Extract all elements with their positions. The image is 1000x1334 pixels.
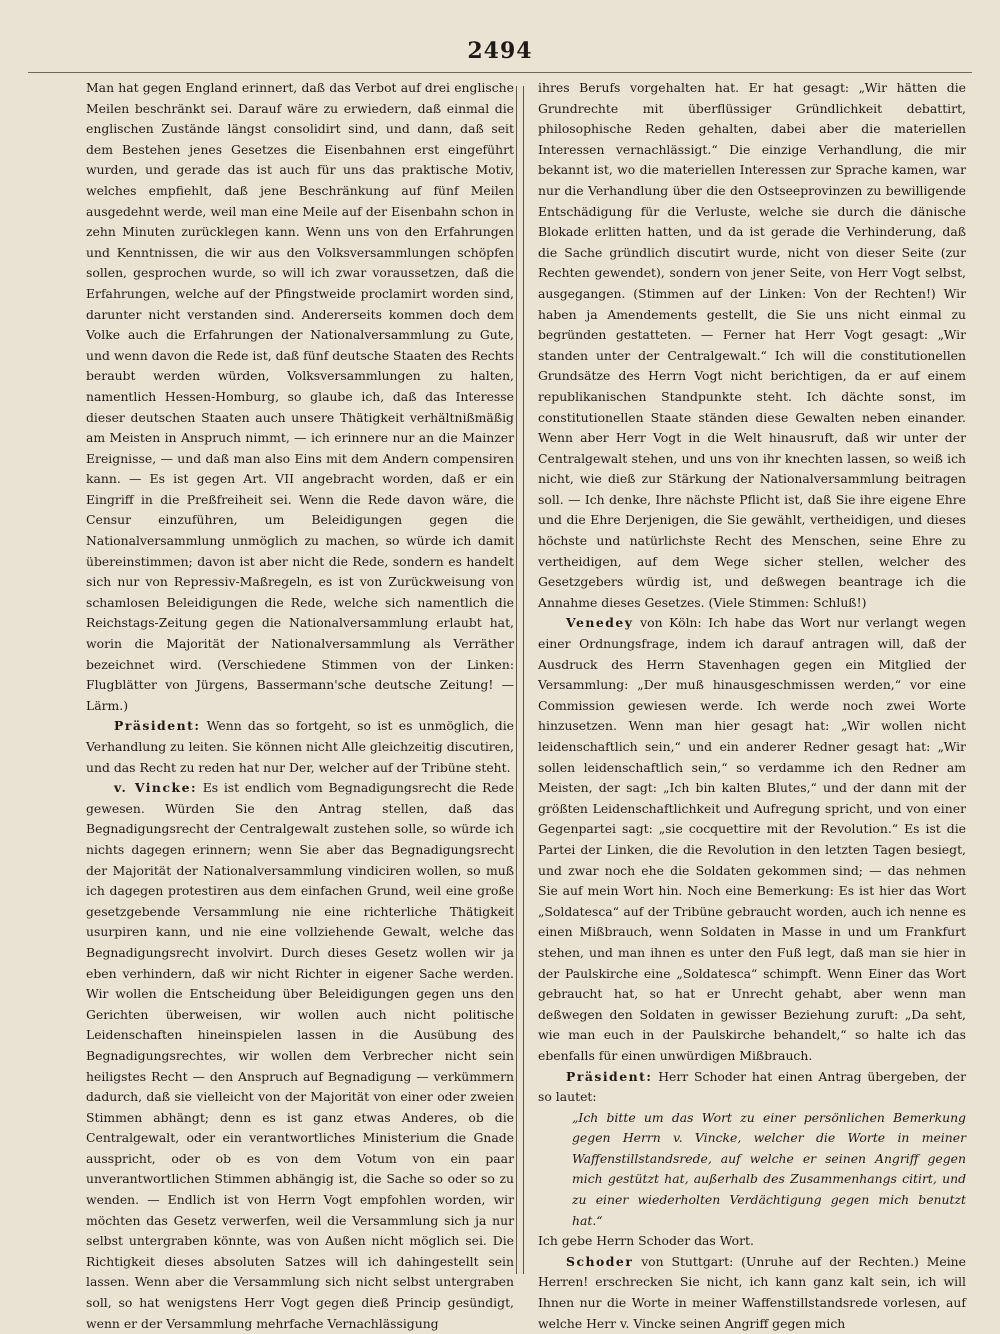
quoted-motion: „Ich bitte um das Wort zu einer persönlichen Bemerkung gegen Herrn v. Vincke, welcher die Worte in meiner Waffenstillstandsrede, auf welche er seinen Angriff gegen mich gestützt hat, außerhalb des Zusammenhangs citirt, und zu einer wiederholten Verdächtigung gegen mich benutzt hat.“ [572, 1109, 966, 1228]
paragraph [538, 613, 966, 1066]
paragraph [538, 1252, 966, 1334]
speaker-name: Schoder [566, 1253, 634, 1269]
paragraph [86, 78, 514, 716]
paragraph-text: Man hat gegen England erinnert, daß das Verbot auf drei englische Meilen beschränkt sei. Darauf wäre zu erwiedern, daß einmal die englischen Zustände längst consolidirt sind, und dann, daß seit dem Bestehen jenes Gesetzes die Eisenbahnen erst eingeführt wurden, und gerade das ist auch für uns das praktische Motiv, welches empfiehlt, daß jene Beschränkung auf fünf Meilen ausgedehnt werde, weil man eine Meile auf der Eisenbahn schon in zehn Minuten zurücklegen kann. Wenn uns von den Erfahrungen und Kenntnissen, die wir aus den Volksversammlungen schöpfen sollen, gesprochen wurde, so will ich zwar voraussetzen, daß die Erfahrungen, welche auf der Pfingstweide proclamirt worden sind, darunter nicht verstanden sind. Andererseits kommen doch dem Volke auch die Erfahrungen der Nationalversammlung zu Gute, und wenn davon die Rede ist, daß fünf deutsche Staaten des Rechts beraubt werden würden, Volksversammlungen zu halten, namentlich Hessen-Homburg, so glaube ich, daß das Interesse dieser deutschen Staaten auch unsere Thätigkeit verhältnißmäßig am Meisten in Anspruch nimmt, — ich erinnere nur an die Mainzer Ereignisse, — und daß man also Eins mit dem Andern compensiren kann. — Es ist gegen Art. VII angebracht worden, daß er ein Eingriff in die Preßfreiheit sei. Wenn die Rede davon wäre, die Censur einzuführen, um Beleidigungen gegen die Nationalversammlung unmöglich zu machen, so würde ich damit übereinstimmen; davon ist aber nicht die Rede, sondern es handelt sich nur von Repressiv-Maßregeln, es ist von Zurückweisung von schamlosen Beleidigungen die Rede, welche sich namentlich die Reichstags-Zeitung gegen die Nationalversammlung erlaubt hat, worin die Majorität der Nationalversammlung als Verräther bezeichnet wird. (Verschiedene Stimmen von der Linken: Flugblätter von Jürgens, Bassermann'sche deutsche Zeitung! — Lärm.) [86, 80, 514, 713]
paragraph-text: von Stuttgart: (Unruhe auf der Rechten.) Meine Herren! erschrecken Sie nicht, ich kann ganz kalt sein, ich will Ihnen nur die Worte in meiner Waffenstillstandsrede vorlesen, auf welche Herr v. Vincke seinen Angriff gegen mich [538, 1253, 966, 1331]
paragraph [86, 716, 514, 778]
paragraph-text: Herr Schoder hat einen Antrag übergeben, der so lautet: [538, 1068, 966, 1105]
right-column [538, 78, 966, 1334]
paragraph-text: Es ist endlich vom Begnadigungsrecht die Rede gewesen. Würden Sie den Antrag stellen, daß das Begnadigungsrecht der Centralgewalt zustehen solle, so würde ich nichts dagegen erinnern; wenn Sie aber das Begnadigungsrecht der Majorität der Nationalversammlung vindiciren wollen, so muß ich dagegen protestiren aus dem einfachen Grund, weil eine große gesetzgebende Versammlung nie eine richterliche Thätigkeit usurpiren kann, und nie eine vollziehende Gewalt, welche das Begnadigungsrecht involvirt. Durch dieses Gesetz wollen wir ja eben verhindern, daß wir nicht Richter in eigener Sache werden. Wir wollen die Entscheidung über Beleidigungen gegen uns den Gerichten überweisen, wir wollen auch nicht politische Leidenschaften hineinspielen lassen in die Ausübung des Begnadigungsrechtes, wir wollen dem Verbrecher nicht sein heiligstes Recht — den Anspruch auf Begnadigung — verkümmern dadurch, daß sie vielleicht von der Majorität von einer oder zweien Stimmen abhängt; denn es ist ganz etwas Anderes, ob die Centralgewalt, oder ein verantwortliches Ministerium die Gnade ausspricht, oder ob es von dem Votum von ein paar unverantwortlichen Stimmen abhängig ist, die Sache so oder so zu wenden. — Endlich ist von Herrn Vogt empfohlen worden, wir möchten das Gesetz verwerfen, weil die Versammlung sich ja nur selbst untergraben könnte, was von Außen nicht möglich sei. Die Richtigkeit dieses absoluten Satzes will ich dahingestellt sein lassen. Wenn aber die Versammlung sich nicht selbst untergraben soll, so hat wenigstens Herr Vogt gegen dieß Princip gesündigt, wenn er der Versammlung mehrfache Vernachlässigung [86, 780, 514, 1331]
speaker-name: Präsident: [566, 1068, 653, 1084]
paragraph-text: Wenn das so fortgeht, so ist es unmöglich, die Verhandlung zu leiten. Sie können nicht Alle gleichzeitig discutiren, und das Recht zu reden hat nur Der, welcher auf der Tribüne steht. [86, 718, 514, 775]
page-number: 2494 [467, 38, 533, 64]
paragraph [538, 78, 966, 613]
column-divider [516, 86, 524, 1274]
speaker-name: Venedey [566, 615, 634, 631]
paragraph [86, 778, 514, 1334]
paragraph-text: ihres Berufs vorgehalten hat. Er hat gesagt: „Wir hätten die Grundrechte mit überflüssiger Gründlichkeit debattirt, philosophische Reden gehalten, dabei aber die materiellen Interessen vernachlässigt.“ Die einzige Verhandlung, die mir bekannt ist, wo die materiellen Interessen zur Sprache kamen, war nur die Verhandlung über die den Ostseeprovinzen zu bewilligende Entschädigung für die Verluste, welche sie durch die dänische Blokade erlitten hatten, und da ist gerade die Verhinderung, daß die Sache gründlich discutirt wurde, nicht von dieser Seite (zur Rechten gewendet), sondern von jener Seite, von Herr Vogt selbst, ausgegangen. (Stimmen auf der Linken: Von der Rechten!) Wir haben ja Amendements gestellt, die Sie uns nicht einmal zu begründen gestatteten. — Ferner hat Herr Vogt gesagt: „Wir standen unter der Centralgewalt.“ Ich will die constitutionellen Grundsätze des Herrn Vogt nicht berichtigen, da er auf einem republikanischen Standpunkte steht. Ich dächte sonst, im constitutionellen Staate ständen diese Gewalten neben einander. Wenn aber Herr Vogt in die Welt hinausruft, daß wir unter der Centralgewalt stehen, und uns von ihr knechten lassen, so weiß ich nicht, wie dieß zur Stärkung der Nationalversammlung beitragen soll. — Ich denke, Ihre nächste Pflicht ist, daß Sie ihre eigene Ehre und die Ehre Derjenigen, die Sie gewählt, vertheidigen, und dieses höchste und natürlichste Recht des Menschen, seine Ehre zu vertheidigen, auf dem Wege sicher stellen, welcher des Gesetzgebers würdig ist, und deßwegen beantrage ich die Annahme dieses Gesetzes. (Viele Stimmen: Schluß!) [538, 80, 966, 610]
left-column [86, 78, 514, 1334]
header-rule [28, 72, 972, 73]
paragraph [538, 1067, 966, 1108]
speaker-name: v. Vincke: [114, 780, 198, 796]
paragraph-text: Ich gebe Herrn Schoder das Wort. [538, 1233, 754, 1249]
speaker-name: Präsident: [114, 718, 201, 734]
paragraph-text: von Köln: Ich habe das Wort nur verlangt wegen einer Ordnungsfrage, indem ich darauf antragen will, daß der Ausdruck des Herrn Stavenhagen gegen ein Mitglied der Versammlung: „Der muß hinausgeschmissen werden,“ vor eine Commission gewiesen werde. Ich werde noch zwei Worte hinzusetzen. Wenn man hier gesagt hat: „Wir wollen nicht leidenschaftlich sein,“ und ein anderer Redner gesagt hat: „Wir sollen leidenschaftlich sein,“ so verdamme ich den Redner am Meisten, der sagt: „Ich bin kalten Blutes,“ und der dann mit der größten Leidenschaftlichkeit und Aufregung spricht, und von einer Gegenpartei sagt: „sie cocquettire mit der Revolution.“ Es ist die Partei der Linken, die die Revolution in den letzten Tagen besiegt, und zwar noch ehe die Soldaten gekommen sind; — das nehmen Sie auf mein Wort hin. Noch eine Bemerkung: Es ist hier das Wort „Soldatesca“ auf der Tribüne gebraucht worden, auch ich nenne es einen Mißbrauch, wenn Soldaten in Masse in und um Frankfurt stehen, und man ihnen es unter den Fuß legt, daß man sie hier in der Paulskirche eine „Soldatesca“ schimpft. Wenn Einer das Wort gebraucht hat, so hat er Unrecht gehabt, aber wenn man deßwegen den Soldaten in gewisser Beziehung zuruft: „Da seht, wie man euch in der Paulskirche behandelt,“ so halte ich das ebenfalls für einen unwürdigen Mißbrauch. [538, 615, 966, 1063]
